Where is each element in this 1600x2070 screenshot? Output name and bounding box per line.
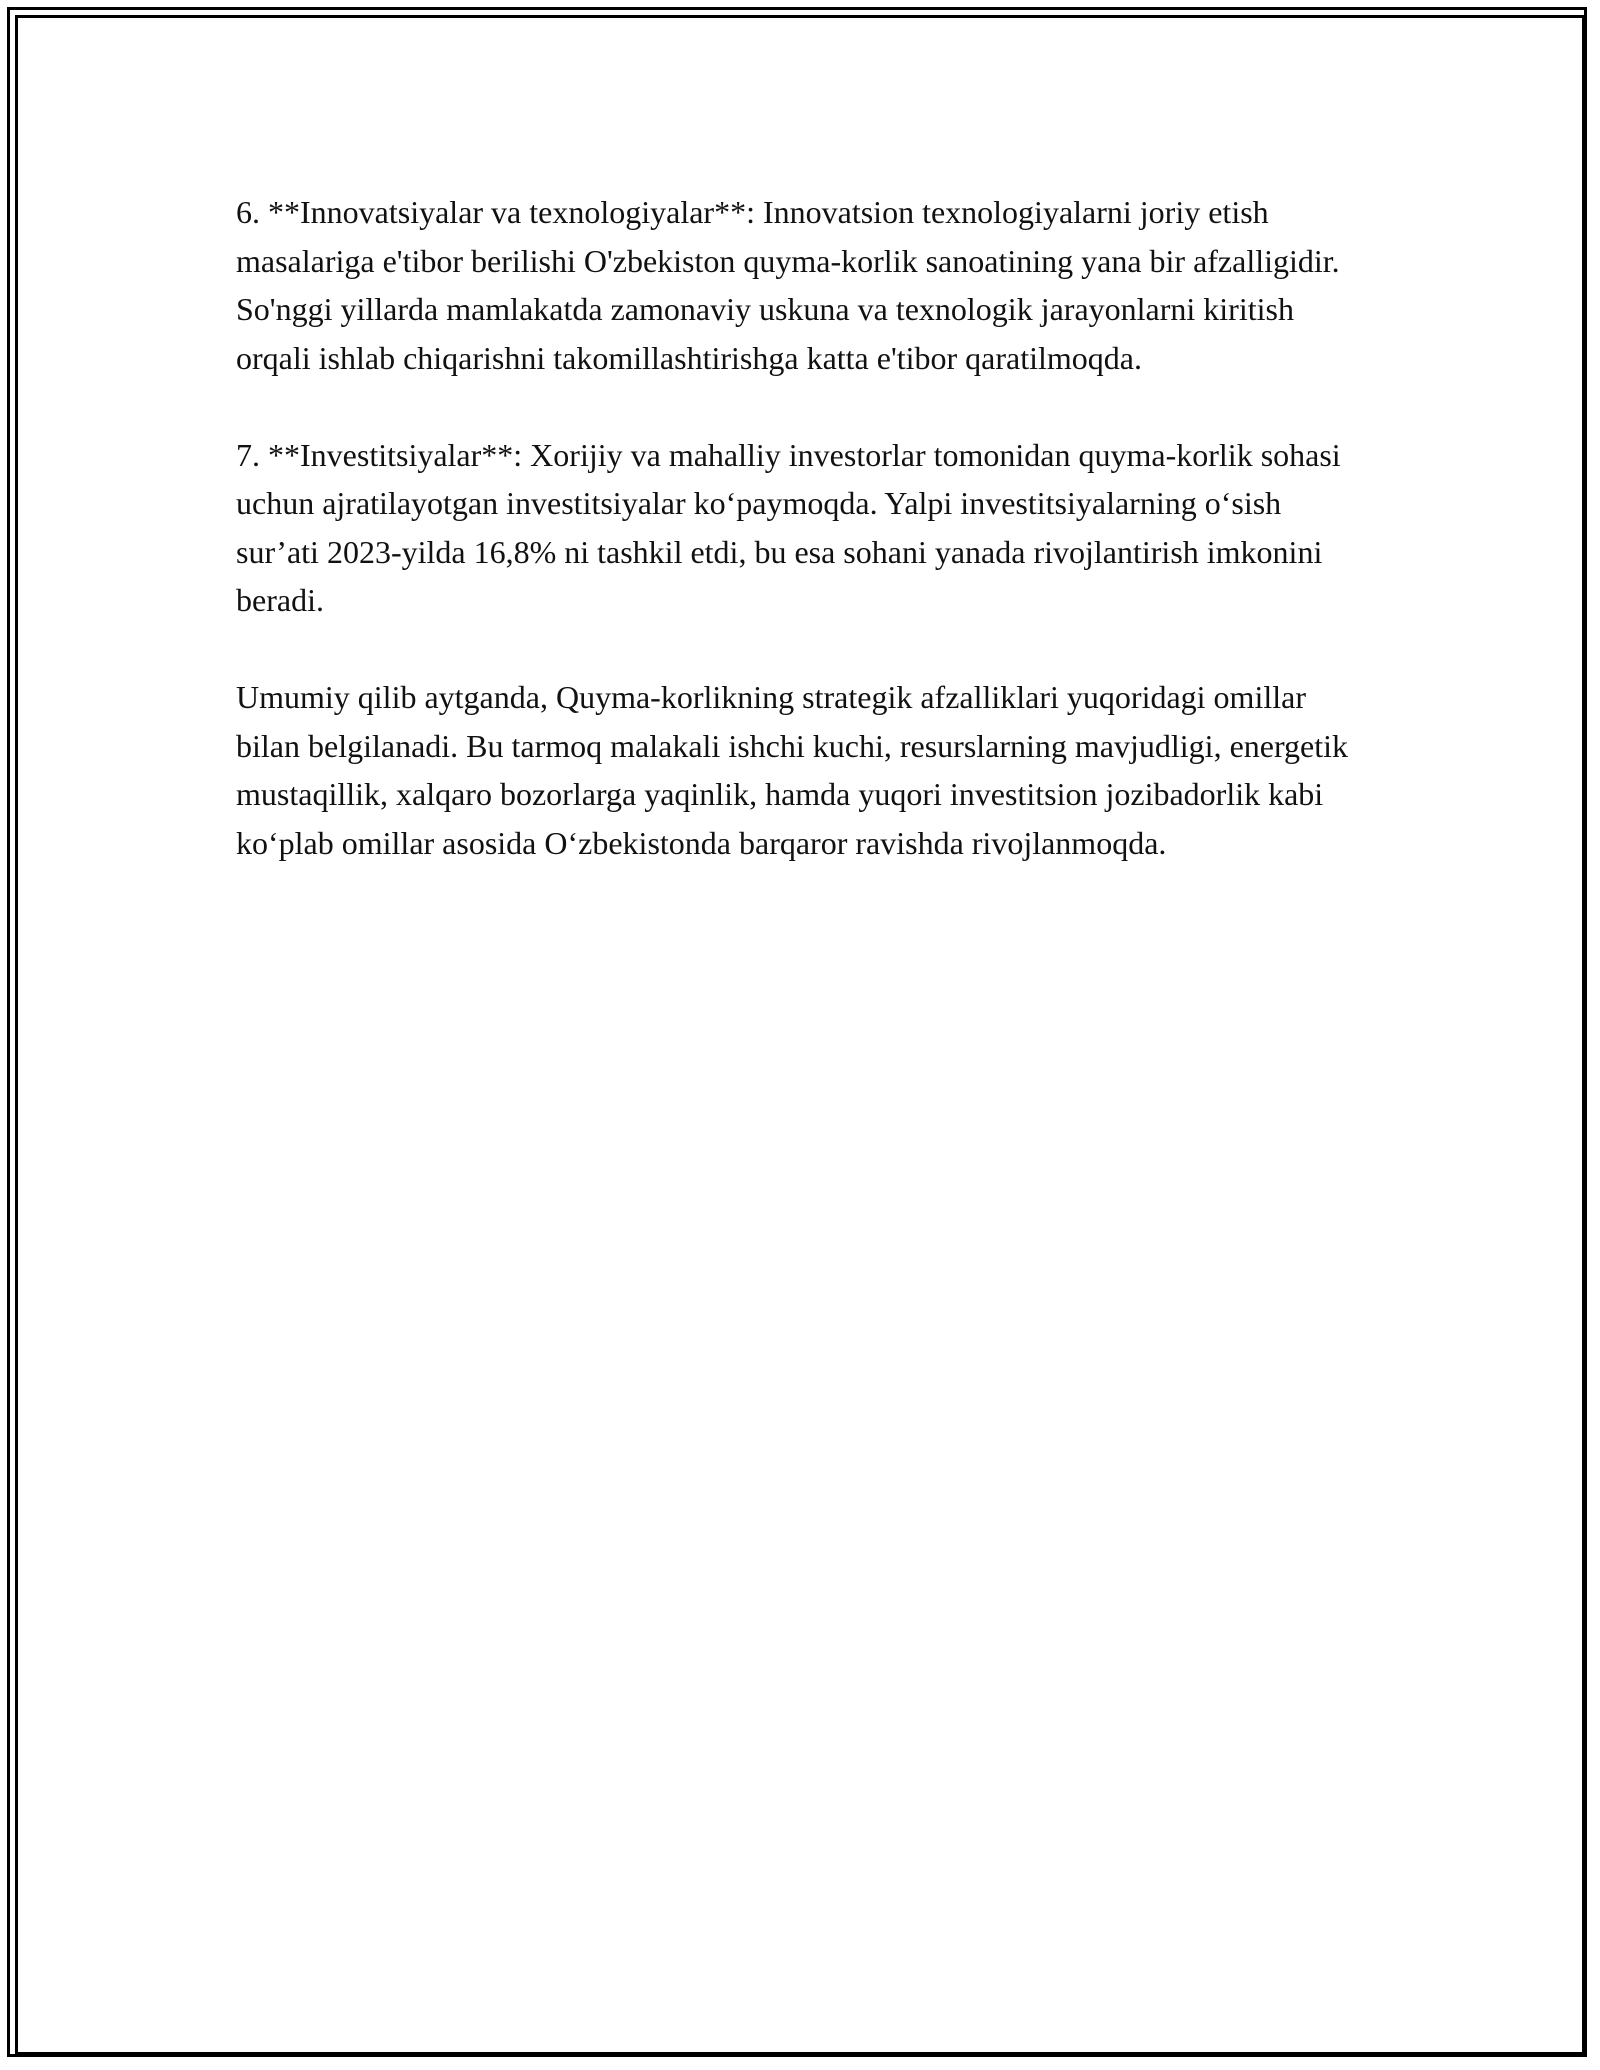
paragraph-innovations: 6. **Innovatsiyalar va texnologiyalar**: Innovatsion texnologiyalarni joriy etish masalariga e'tibor berilishi O'zbekiston quyma-korlik sanoatining yana bir afzalligidir. So'nggi yillarda mamlakatda zamonaviy uskuna va texnologik jarayonlarni kiritish orqali ishlab chiqarishni takomillashtirishga katta e'tibor qaratilmoqda.	[236, 194, 1340, 376]
document-body	[236, 188, 1366, 916]
paragraph-investments: 7. **Investitsiyalar**: Xorijiy va mahalliy investorlar tomonidan quyma-korlik sohasi uchun ajratilayotgan investitsiyalar ko‘paymoqda. Yalpi investitsiyalarning o‘sish sur’ati 2023-yilda 16,8% ni tashkil etdi, bu esa sohani yanada rivojlantirish imkonini beradi.	[236, 436, 1341, 618]
paragraph-conclusion: Umumiy qilib aytganda, Quyma-korlikning strategik afzalliklari yuqoridagi omillar bilan belgilanadi. Bu tarmoq malakali ishchi kuchi, resurslarning mavjudligi, energetik mustaqillik, xalqaro bozorlarga yaqinlik, hamda yuqori investitsion jozibadorlik kabi ko‘plab omillar asosida O‘zbekistonda barqaror ravishda rivojlanmoqda.	[236, 679, 1349, 861]
